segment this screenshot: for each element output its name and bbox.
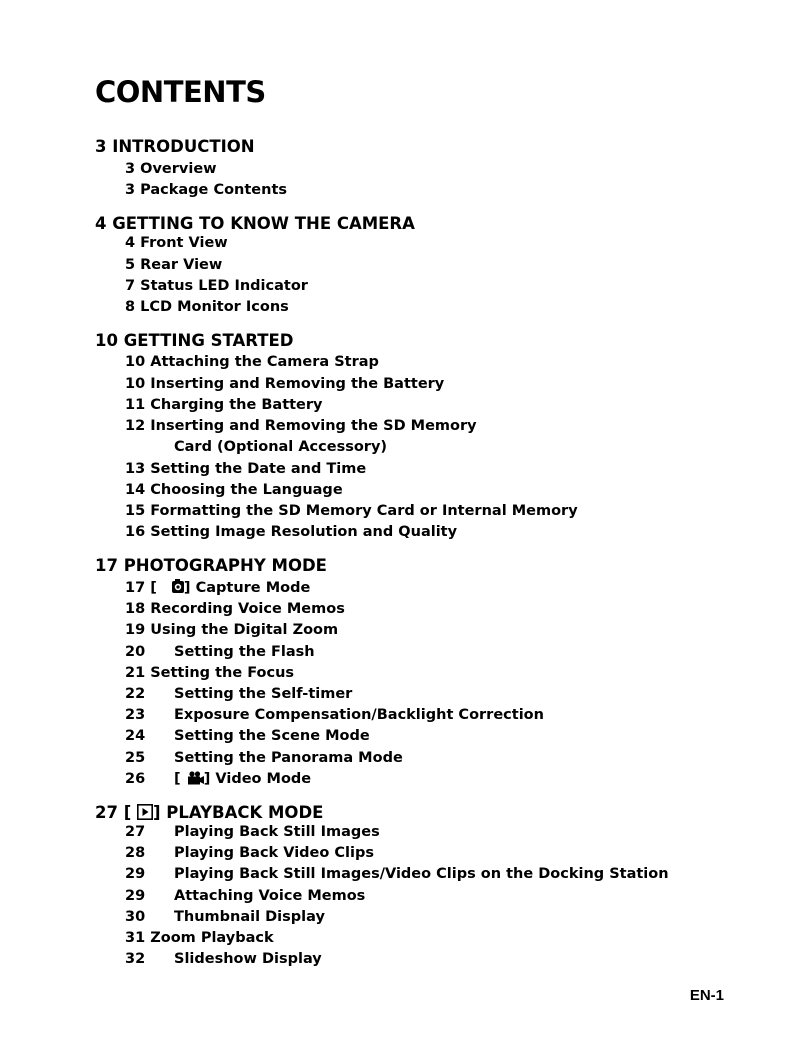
toc-entry-scene-mode[interactable]	[125, 727, 370, 745]
toc-entry-battery-insert[interactable]: 10 Inserting and Removing the Battery	[125, 376, 445, 392]
entry-number: 27	[125, 824, 146, 840]
entry-text: Setting the Scene Mode	[174, 728, 370, 744]
toc-entry-battery-charge[interactable]: 11 Charging the Battery	[125, 397, 323, 413]
entry-number: 26	[125, 771, 146, 787]
toc-entry-playback-docking[interactable]	[125, 865, 669, 883]
toc-entry-attaching-voice[interactable]	[125, 887, 365, 905]
toc-entry-package-contents[interactable]: 3 Package Contents	[125, 182, 288, 198]
entry-text: Attaching Voice Memos	[174, 888, 366, 904]
toc-entry-video-mode[interactable]	[125, 770, 311, 790]
page-number: EN-1	[689, 987, 724, 1004]
section-heading-playback[interactable]	[95, 803, 323, 825]
entry-text: Exposure Compensation/Backlight Correction	[174, 707, 544, 723]
capture-prefix: 17 [	[125, 580, 157, 596]
entry-text: Playing Back Still Images/Video Clips on the Docking Station	[174, 866, 669, 882]
entry-number: 29	[125, 866, 146, 882]
toc-entry-language[interactable]: 14 Choosing the Language	[125, 482, 343, 498]
toc-entry-front-view[interactable]: 4 Front View	[125, 235, 228, 251]
toc-entry-playback-still[interactable]	[125, 823, 380, 841]
entry-text: Playing Back Still Images	[174, 824, 380, 840]
section-heading-photography[interactable]: 17 PHOTOGRAPHY MODE	[95, 556, 327, 575]
toc-entry-sd-card-cont[interactable]: Card (Optional Accessory)	[174, 439, 388, 455]
toc-entry-flash[interactable]	[125, 643, 315, 661]
entry-number: 28	[125, 845, 146, 861]
entry-text: Playing Back Video Clips	[174, 845, 374, 861]
entry-text: Setting the Panorama Mode	[174, 750, 403, 766]
entry-text: Setting the Flash	[174, 644, 315, 660]
toc-entry-resolution[interactable]: 16 Setting Image Resolution and Quality	[125, 524, 458, 540]
toc-entry-panorama[interactable]	[125, 749, 403, 767]
entry-number: 32	[125, 951, 146, 967]
section-heading-introduction[interactable]: 3 INTRODUCTION	[95, 137, 255, 156]
entry-number: 25	[125, 750, 146, 766]
section-heading-getting-started[interactable]: 10 GETTING STARTED	[95, 331, 294, 350]
entry-number: 30	[125, 909, 146, 925]
toc-entry-focus[interactable]: 21 Setting the Focus	[125, 665, 295, 681]
page-title: CONTENTS	[95, 75, 266, 109]
entry-number: 22	[125, 686, 146, 702]
entry-number: 20	[125, 644, 146, 660]
entry-number: 29	[125, 888, 146, 904]
entry-text: ] Video Mode	[203, 771, 312, 787]
toc-entry-status-led[interactable]: 7 Status LED Indicator	[125, 278, 308, 294]
toc-entry-voice-memos[interactable]: 18 Recording Voice Memos	[125, 601, 345, 617]
play-icon	[137, 804, 153, 825]
playback-suffix: ] PLAYBACK MODE	[153, 803, 324, 822]
capture-suffix: ] Capture Mode	[183, 580, 311, 596]
toc-entry-sd-card[interactable]: 12 Inserting and Removing the SD Memory	[125, 418, 477, 434]
video-camera-icon	[186, 771, 204, 790]
entry-text: Thumbnail Display	[174, 909, 325, 925]
entry-number: 24	[125, 728, 146, 744]
section-heading-getting-to-know[interactable]: 4 GETTING TO KNOW THE CAMERA	[95, 214, 415, 233]
toc-entry-playback-video[interactable]	[125, 844, 374, 862]
video-prefix: [	[174, 771, 181, 787]
toc-entry-lcd-icons[interactable]: 8 LCD Monitor Icons	[125, 299, 289, 315]
toc-entry-self-timer[interactable]	[125, 685, 352, 703]
toc-entry-capture-mode[interactable]	[125, 579, 310, 599]
toc-entry-digital-zoom[interactable]: 19 Using the Digital Zoom	[125, 622, 339, 638]
toc-entry-thumbnail[interactable]	[125, 908, 325, 926]
playback-prefix: 27 [	[95, 803, 132, 822]
toc-entry-formatting[interactable]: 15 Formatting the SD Memory Card or Internal Memory	[125, 503, 578, 519]
entry-text: Setting the Self-timer	[174, 686, 353, 702]
entry-text: Slideshow Display	[174, 951, 322, 967]
toc-entry-overview[interactable]: 3 Overview	[125, 161, 217, 177]
toc-entry-slideshow[interactable]	[125, 950, 322, 968]
toc-entry-zoom-playback[interactable]: 31 Zoom Playback	[125, 930, 274, 946]
toc-entry-rear-view[interactable]: 5 Rear View	[125, 257, 223, 273]
entry-number: 23	[125, 707, 146, 723]
toc-entry-date-time[interactable]: 13 Setting the Date and Time	[125, 461, 367, 477]
toc-entry-camera-strap[interactable]: 10 Attaching the Camera Strap	[125, 354, 379, 370]
camera-icon	[162, 579, 184, 599]
toc-entry-exposure[interactable]	[125, 706, 544, 724]
